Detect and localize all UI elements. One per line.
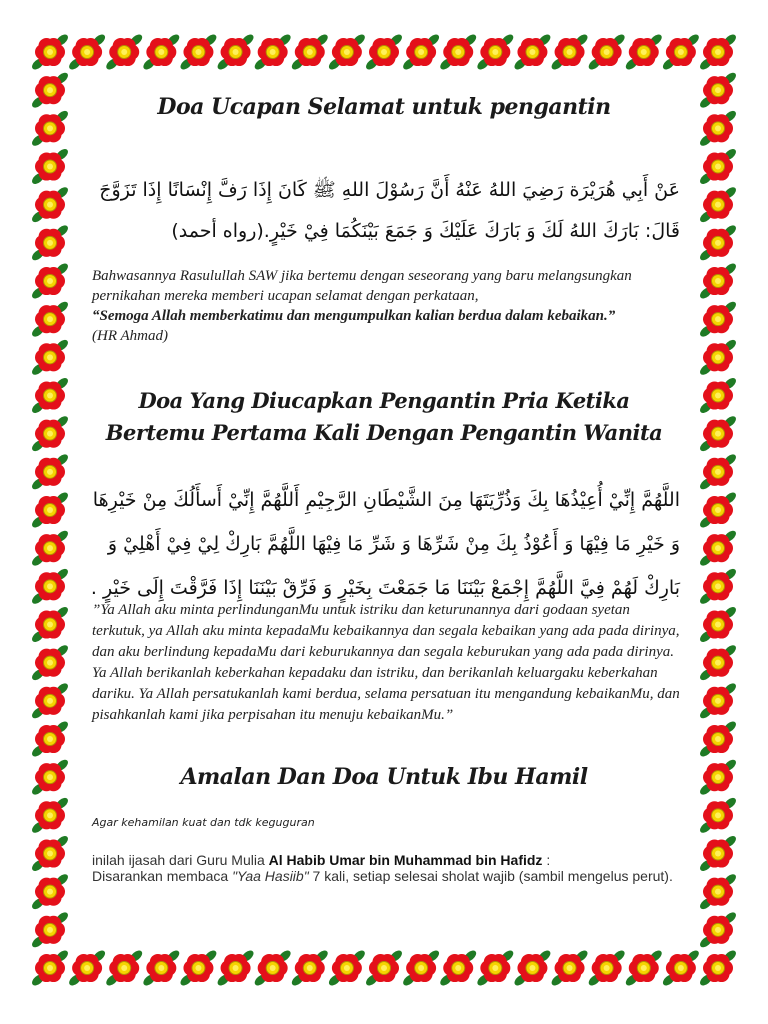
border-flower xyxy=(550,32,590,71)
subtitle-ibu-hamil: Agar kehamilan kuat dan tdk keguguran xyxy=(92,816,315,829)
border-flower xyxy=(698,490,738,529)
border-flower xyxy=(30,681,70,720)
border-flower xyxy=(30,414,70,453)
border-flower xyxy=(30,261,70,300)
border-flower xyxy=(30,376,70,415)
border-flower xyxy=(438,32,478,71)
ijazah-prefix: inilah ijasah dari Guru Mulia xyxy=(92,852,269,868)
border-flower xyxy=(698,147,738,186)
border-flower xyxy=(513,32,553,71)
border-flower xyxy=(327,948,367,987)
instruction-a: Disarankan membaca xyxy=(92,868,233,884)
border-flower xyxy=(30,147,70,186)
border-flower xyxy=(698,719,738,758)
translation-quote: “Semoga Allah memberkatimu dan mengumpulkan kalian berdua dalam kebaikan.” xyxy=(92,308,616,324)
border-flower xyxy=(364,948,404,987)
border-flower xyxy=(661,32,701,71)
border-flower xyxy=(253,32,293,71)
border-flower xyxy=(698,529,738,568)
border-flower xyxy=(698,872,738,911)
border-flower xyxy=(216,32,256,71)
border-flower xyxy=(438,948,478,987)
border-flower xyxy=(698,605,738,644)
border-flower xyxy=(30,223,70,262)
border-flower xyxy=(30,300,70,339)
arabic-doa-pengantin: اللَّهُمَّ إِنِّيْ أُعِيْذُهَا بِكَ وَذُرِّيَتَهَا مِنَ الشَّيْطَانِ الرَّجِيْمِ أَللَّهُمَّ إِنِّيْ أَسأَلُكَ مِنْ خَيْرِهَا وَ خَيْرِ مَا فِيْهَا وَ أَعُوْذُ بِكَ مِنْ شَرِّهَا وَ شَرِّ مَا فِيْهَا اللَّهُمَّ بَارِكْ لِيْ فِيْ أَهْلِيْ وَ بَارِكْ لَهُمْ فِيَّ اللَّهُمَّ إِجْمَعْ بَيْنَنَا مَا جَمَعْتَ بِخَيْرٍ وَ فَرِّقْ بَيْنَنَا إِذَا فَرَّقْتَ إِلَى خَيْرٍ . xyxy=(90,489,680,599)
border-flower xyxy=(30,719,70,758)
border-flower xyxy=(624,948,664,987)
ijazah-suffix: : xyxy=(542,852,551,868)
border-flower xyxy=(30,71,70,110)
border-flower xyxy=(30,872,70,911)
border-flower xyxy=(587,948,627,987)
border-flower xyxy=(698,300,738,339)
ijazah-text xyxy=(92,852,692,884)
border-flower xyxy=(30,32,70,71)
border-flower xyxy=(698,109,738,148)
border-flower xyxy=(698,414,738,453)
border-flower xyxy=(698,681,738,720)
border-flower xyxy=(550,948,590,987)
border-flower xyxy=(253,948,293,987)
border-flower xyxy=(179,948,219,987)
border-flower xyxy=(179,32,219,71)
border-flower xyxy=(30,490,70,529)
border-flower xyxy=(698,32,738,71)
border-flower xyxy=(104,948,144,987)
border-flower xyxy=(30,643,70,682)
border-flower xyxy=(698,948,738,987)
hadith-translation xyxy=(92,266,680,346)
border-flower xyxy=(104,32,144,71)
title-doa-pengantin-pria: Doa Yang Diucapkan Pengantin Pria Ketika Bertemu Pertama Kali Dengan Pengantin Wanita xyxy=(105,388,663,445)
border-flower xyxy=(698,452,738,491)
border-flower xyxy=(141,32,181,71)
border-flower xyxy=(216,948,256,987)
border-flower xyxy=(364,32,404,71)
instruction-dzikir: "Yaa Hasiib" xyxy=(232,868,309,884)
guru-name: Al Habib Umar bin Muhammad bin Hafidz xyxy=(268,852,543,868)
border-flower xyxy=(30,529,70,568)
border-flower xyxy=(698,223,738,262)
border-flower xyxy=(587,32,627,71)
doa-translation: ”Ya Allah aku minta perlindunganMu untuk istriku dan keturunannya dari godaan syetan terkutuk, ya Allah aku minta kepadaMu kebaikannya dan segala kebaikan yang ada pada dirinya, dan aku berlindung kepadaMu dari keburukannya dan segala keburukan yang ada pada dirinya. Ya Allah berikanlah keberkahan kepadaku dan istriku, dan berikanlah keluargaku keberkahan dariku. Ya Allah persatukanlah kami berdua, selama persatuan itu mengandung kebaikanMu, dan pisahkanlah kami jika perpisahan itu menuju kebaikanMu.” xyxy=(92,602,680,723)
border-flower xyxy=(30,758,70,797)
border-flower xyxy=(67,948,107,987)
border-flower xyxy=(30,109,70,148)
border-flower xyxy=(327,32,367,71)
title-ibu-hamil: Amalan Dan Doa Untuk Ibu Hamil xyxy=(180,764,588,790)
title-ucapan-selamat: Doa Ucapan Selamat untuk pengantin xyxy=(157,94,611,120)
arabic-hadith: عَنْ أَبِي هُرَيْرَة رَضِيَ اللهُ عَنْهُ أَنَّ رَسُوْلَ اللهِ ﷺ كَانَ إِذَا رَفَّ إِنْسَانًا إِذَا تَزَوَّجَ قَالَ: بَارَكَ اللهُ لَكَ وَ بَارَكَ عَلَيْكَ وَ جَمَعَ بَيْنَكُمَا فِيْ خَيْرٍ.(رواه أحمد) xyxy=(99,179,680,242)
border-flower xyxy=(67,32,107,71)
border-flower xyxy=(475,32,515,71)
border-flower xyxy=(698,834,738,873)
border-flower xyxy=(698,71,738,110)
border-flower xyxy=(475,948,515,987)
border-flower xyxy=(698,185,738,224)
border-flower xyxy=(698,796,738,835)
border-flower xyxy=(290,32,330,71)
border-flower xyxy=(30,605,70,644)
border-flower xyxy=(30,948,70,987)
border-flower xyxy=(513,948,553,987)
border-flower xyxy=(30,338,70,377)
border-flower xyxy=(698,643,738,682)
border-flower xyxy=(624,32,664,71)
translation-intro: Bahwasannya Rasulullah SAW jika bertemu dengan seseorang yang baru melangsungkan pernikahan mereka memberi ucapan selamat dengan perkataan, xyxy=(92,268,632,304)
border-flower xyxy=(698,910,738,949)
border-flower xyxy=(30,567,70,606)
border-flower xyxy=(401,948,441,987)
border-flower xyxy=(698,261,738,300)
border-flower xyxy=(698,567,738,606)
border-flower xyxy=(290,948,330,987)
instruction-c: 7 kali, setiap selesai sholat wajib (sambil mengelus perut). xyxy=(308,868,673,884)
border-flower xyxy=(401,32,441,71)
border-flower xyxy=(698,758,738,797)
border-flower xyxy=(30,796,70,835)
border-flower xyxy=(30,910,70,949)
border-flower xyxy=(698,376,738,415)
hadith-source: (HR Ahmad) xyxy=(92,328,168,344)
border-flower xyxy=(30,185,70,224)
border-flower xyxy=(30,452,70,491)
border-flower xyxy=(698,338,738,377)
border-flower xyxy=(661,948,701,987)
border-flower xyxy=(30,834,70,873)
border-flower xyxy=(141,948,181,987)
